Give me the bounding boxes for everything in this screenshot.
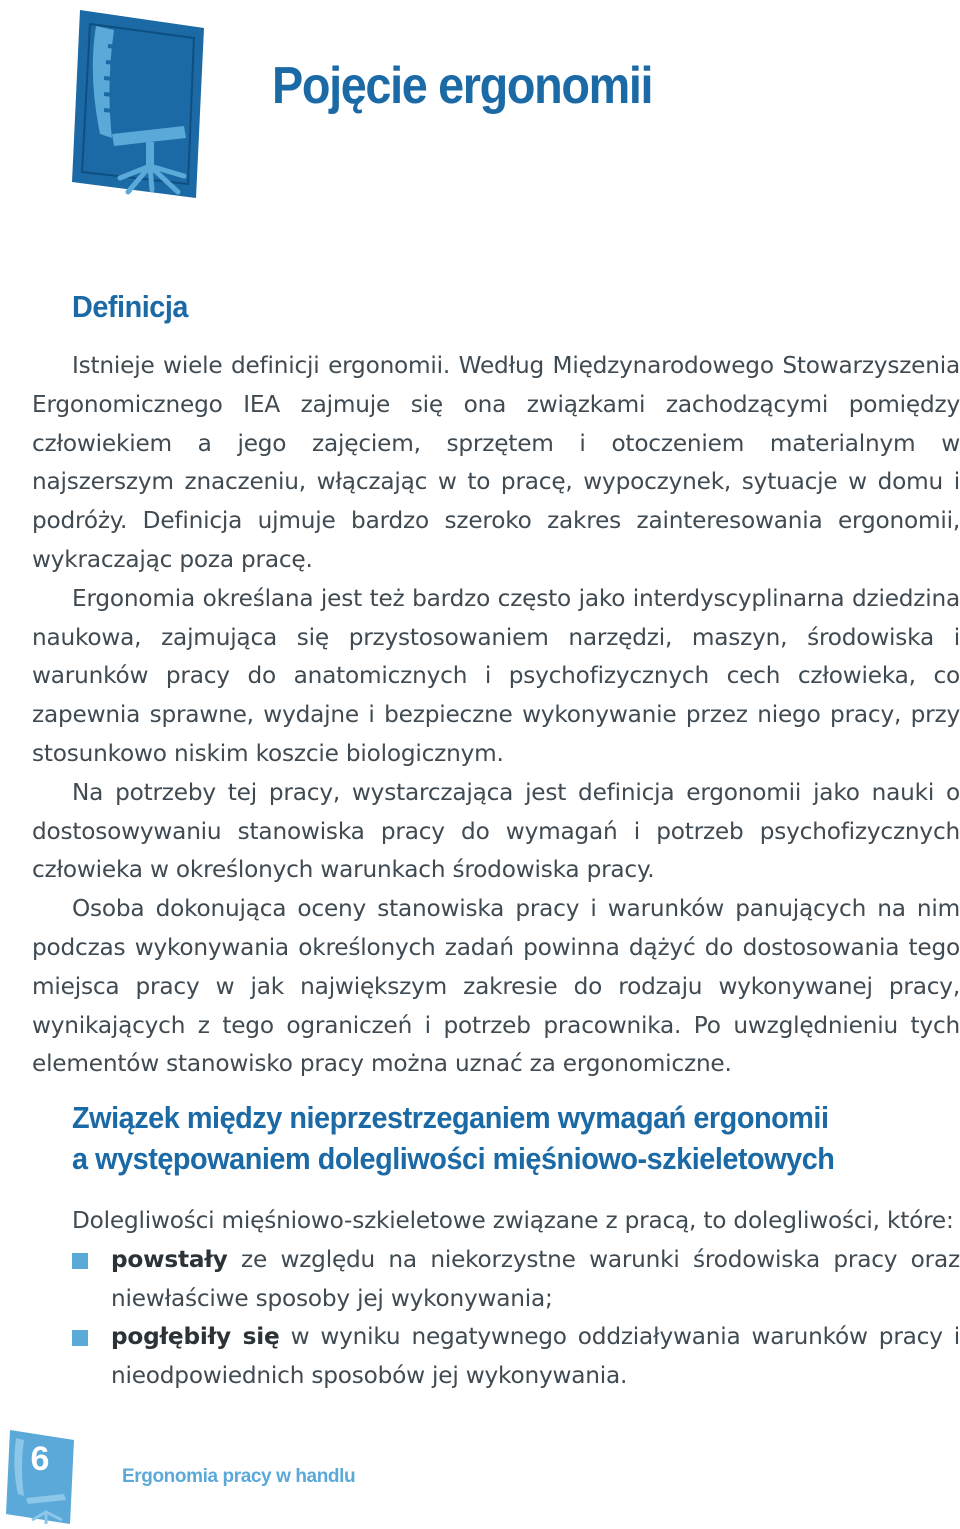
footer-title: Ergonomia pracy w handlu: [122, 1466, 356, 1487]
list-item-bold: pogłębiły się: [111, 1323, 280, 1351]
page-number: 6: [30, 1440, 50, 1478]
definition-heading: Definicja: [72, 289, 188, 324]
definition-paragraph-4: Osoba dokonująca oceny stanowiska pracy i warunków panujących na nim podczas wykonywania określonych zadań powinna dążyć do dostosowania tego miejsca pracy w jak największym zakresie do rodzaju wykonywanej pracy, wynikających z tego ograniczeń i potrzeb pracownika. Po uwzględnieniu tych elementów stanowisko pracy można uznać za ergonomiczne.: [32, 895, 960, 1078]
definition-body: [32, 347, 960, 1084]
relation-body: [72, 1202, 960, 1396]
relation-intro: Dolegliwości mięśniowo-szkieletowe związane z pracą, to dolegliwości, które:: [72, 1207, 954, 1234]
definition-paragraph-2: Ergonomia określana jest też bardzo często jako interdyscyplinarna dziedzina naukowa, zajmująca się przystosowaniem narzędzi, maszyn, środowiska i warunków pracy do anatomicznych i psychofizycznych cech człowieka, co zapewnia sprawne, wydajne i bezpieczne wykonywanie przez niego pracy, przy stosunkowo niskim koszcie biologicznym.: [32, 584, 960, 767]
list-item-bold: powstały: [111, 1245, 228, 1273]
relation-heading-line-1: Związek między nieprzestrzeganiem wymagań ergonomii: [72, 1100, 829, 1135]
relation-heading-line-2: a występowaniem dolegliwości mięśniowo-szkieletowych: [72, 1141, 835, 1176]
relation-heading: [72, 1097, 834, 1179]
page-title: Pojęcie ergonomii: [272, 57, 653, 115]
definition-paragraph-1: Istnieje wiele definicji ergonomii. Według Międzynarodowego Stowarzyszenia Ergonomicznego IEA zajmuje się ona związkami zachodzącymi pomiędzy człowiekiem a jego zajęciem, sprzętem i otoczeniem materialnym w najszerszym znaczeniu, włączając w to pracę, wypoczynek, sytuacje w domu i podróży. Definicja ujmuje bardzo szeroko zakres zainteresowania ergonomii, wykraczając poza pracę.: [32, 352, 960, 573]
definition-paragraph-3: Na potrzeby tej pracy, wystarczająca jest definicja ergonomii jako nauki o dostosowywaniu stanowiska pracy do wymagań i potrzeb psychofizycznych człowieka w określonych warunkach środowiska pracy.: [32, 778, 960, 884]
square-bullet-icon: [72, 1253, 88, 1269]
list-item-text: ze względu na niekorzystne warunki środowiska pracy oraz niewłaściwe sposoby jej wykonywania;: [111, 1245, 960, 1312]
list-item: [72, 1241, 960, 1319]
square-bullet-icon: [72, 1330, 88, 1346]
list-item: [72, 1318, 960, 1396]
list-item-text: w wyniku negatywnego oddziaływania warunków pracy i nieodpowiednich sposobów jej wykonywania.: [111, 1323, 960, 1390]
relation-bullet-list: [72, 1241, 960, 1396]
office-chair-icon: [66, 6, 216, 202]
